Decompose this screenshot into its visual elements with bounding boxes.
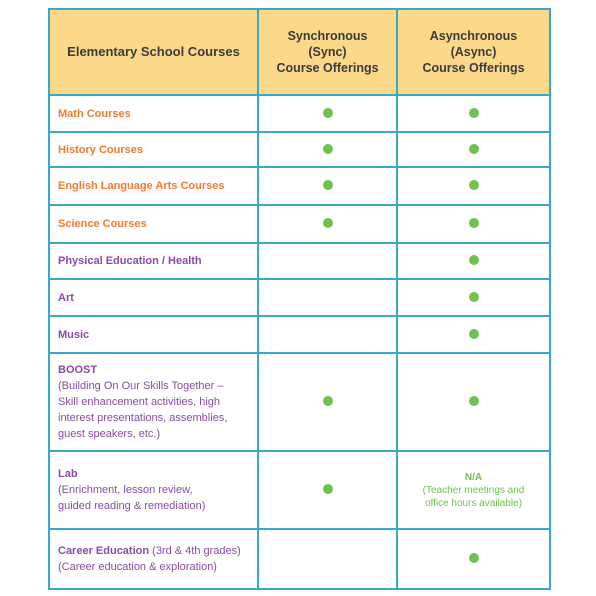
offered-dot-icon <box>323 144 333 154</box>
offered-dot-icon <box>469 396 479 406</box>
na-line: office hours available) <box>424 497 523 509</box>
row-detail-line: Skill enhancement activities, high <box>58 396 221 408</box>
courses-table <box>48 8 551 590</box>
offered-dot-icon <box>469 108 479 118</box>
table-row <box>49 353 550 451</box>
offered-dot-icon <box>323 218 333 228</box>
offered-dot-icon <box>323 180 333 190</box>
header-async-line2: Course Offerings <box>422 61 525 75</box>
sync-cell <box>258 279 397 316</box>
offered-dot-icon <box>469 255 479 265</box>
header-sync <box>258 9 397 95</box>
row-name-line <box>58 543 249 559</box>
table-row <box>49 132 550 167</box>
row-name: Lab <box>58 468 78 480</box>
header-courses: Elementary School Courses <box>49 9 258 95</box>
sync-cell <box>258 95 397 132</box>
offered-dot-icon <box>323 484 333 494</box>
sync-cell <box>258 353 397 451</box>
table-row <box>49 167 550 205</box>
table-row <box>49 529 550 589</box>
sync-cell <box>258 243 397 279</box>
sync-cell <box>258 205 397 243</box>
table-row <box>49 316 550 353</box>
table-row <box>49 243 550 279</box>
sync-cell <box>258 132 397 167</box>
async-cell <box>397 132 550 167</box>
offered-dot-icon <box>469 144 479 154</box>
sync-cell <box>258 167 397 205</box>
async-cell <box>397 205 550 243</box>
row-detail-line: (Building On Our Skills Together – <box>58 380 224 392</box>
row-name: Music <box>49 316 258 353</box>
offered-dot-icon <box>469 553 479 563</box>
na-line: (Teacher meetings and <box>422 484 525 496</box>
row-name-suffix: (3rd & 4th grades) <box>152 545 241 557</box>
async-cell <box>397 279 550 316</box>
async-cell <box>397 353 550 451</box>
offered-dot-icon <box>323 396 333 406</box>
na-note <box>406 471 541 510</box>
row-name: Science Courses <box>49 205 258 243</box>
header-sync-line1: Synchronous (Sync) <box>287 29 368 59</box>
row-detail-line: guest speakers, etc.) <box>58 428 161 440</box>
header-sync-line2: Course Offerings <box>276 61 379 75</box>
table-row <box>49 451 550 529</box>
async-cell <box>397 243 550 279</box>
row-name-cell <box>49 451 258 529</box>
offered-dot-icon <box>469 180 479 190</box>
header-row <box>49 9 550 95</box>
sync-cell <box>258 529 397 589</box>
offered-dot-icon <box>469 329 479 339</box>
sync-cell <box>258 451 397 529</box>
row-name: Math Courses <box>49 95 258 132</box>
row-name-cell <box>49 353 258 451</box>
offered-dot-icon <box>469 292 479 302</box>
async-cell <box>397 316 550 353</box>
row-name: Art <box>49 279 258 316</box>
async-cell <box>397 529 550 589</box>
table-row <box>49 205 550 243</box>
row-detail-line: (Career education & exploration) <box>58 561 217 573</box>
row-name: BOOST <box>58 364 98 376</box>
header-async-line1: Asynchronous (Async) <box>429 29 518 59</box>
row-detail-line: (Enrichment, lesson review, <box>58 484 193 496</box>
table-row <box>49 279 550 316</box>
async-cell <box>397 451 550 529</box>
row-name: English Language Arts Courses <box>49 167 258 205</box>
table-row <box>49 95 550 132</box>
row-name: Career Education <box>58 545 150 557</box>
row-name: History Courses <box>49 132 258 167</box>
row-detail-line: guided reading & remediation) <box>58 500 206 512</box>
row-detail-line: interest presentations, assemblies, <box>58 412 228 424</box>
offered-dot-icon <box>469 218 479 228</box>
offered-dot-icon <box>323 108 333 118</box>
header-async <box>397 9 550 95</box>
async-cell <box>397 95 550 132</box>
na-title: N/A <box>464 471 483 483</box>
row-name-cell <box>49 529 258 589</box>
async-cell <box>397 167 550 205</box>
row-name: Physical Education / Health <box>49 243 258 279</box>
sync-cell <box>258 316 397 353</box>
